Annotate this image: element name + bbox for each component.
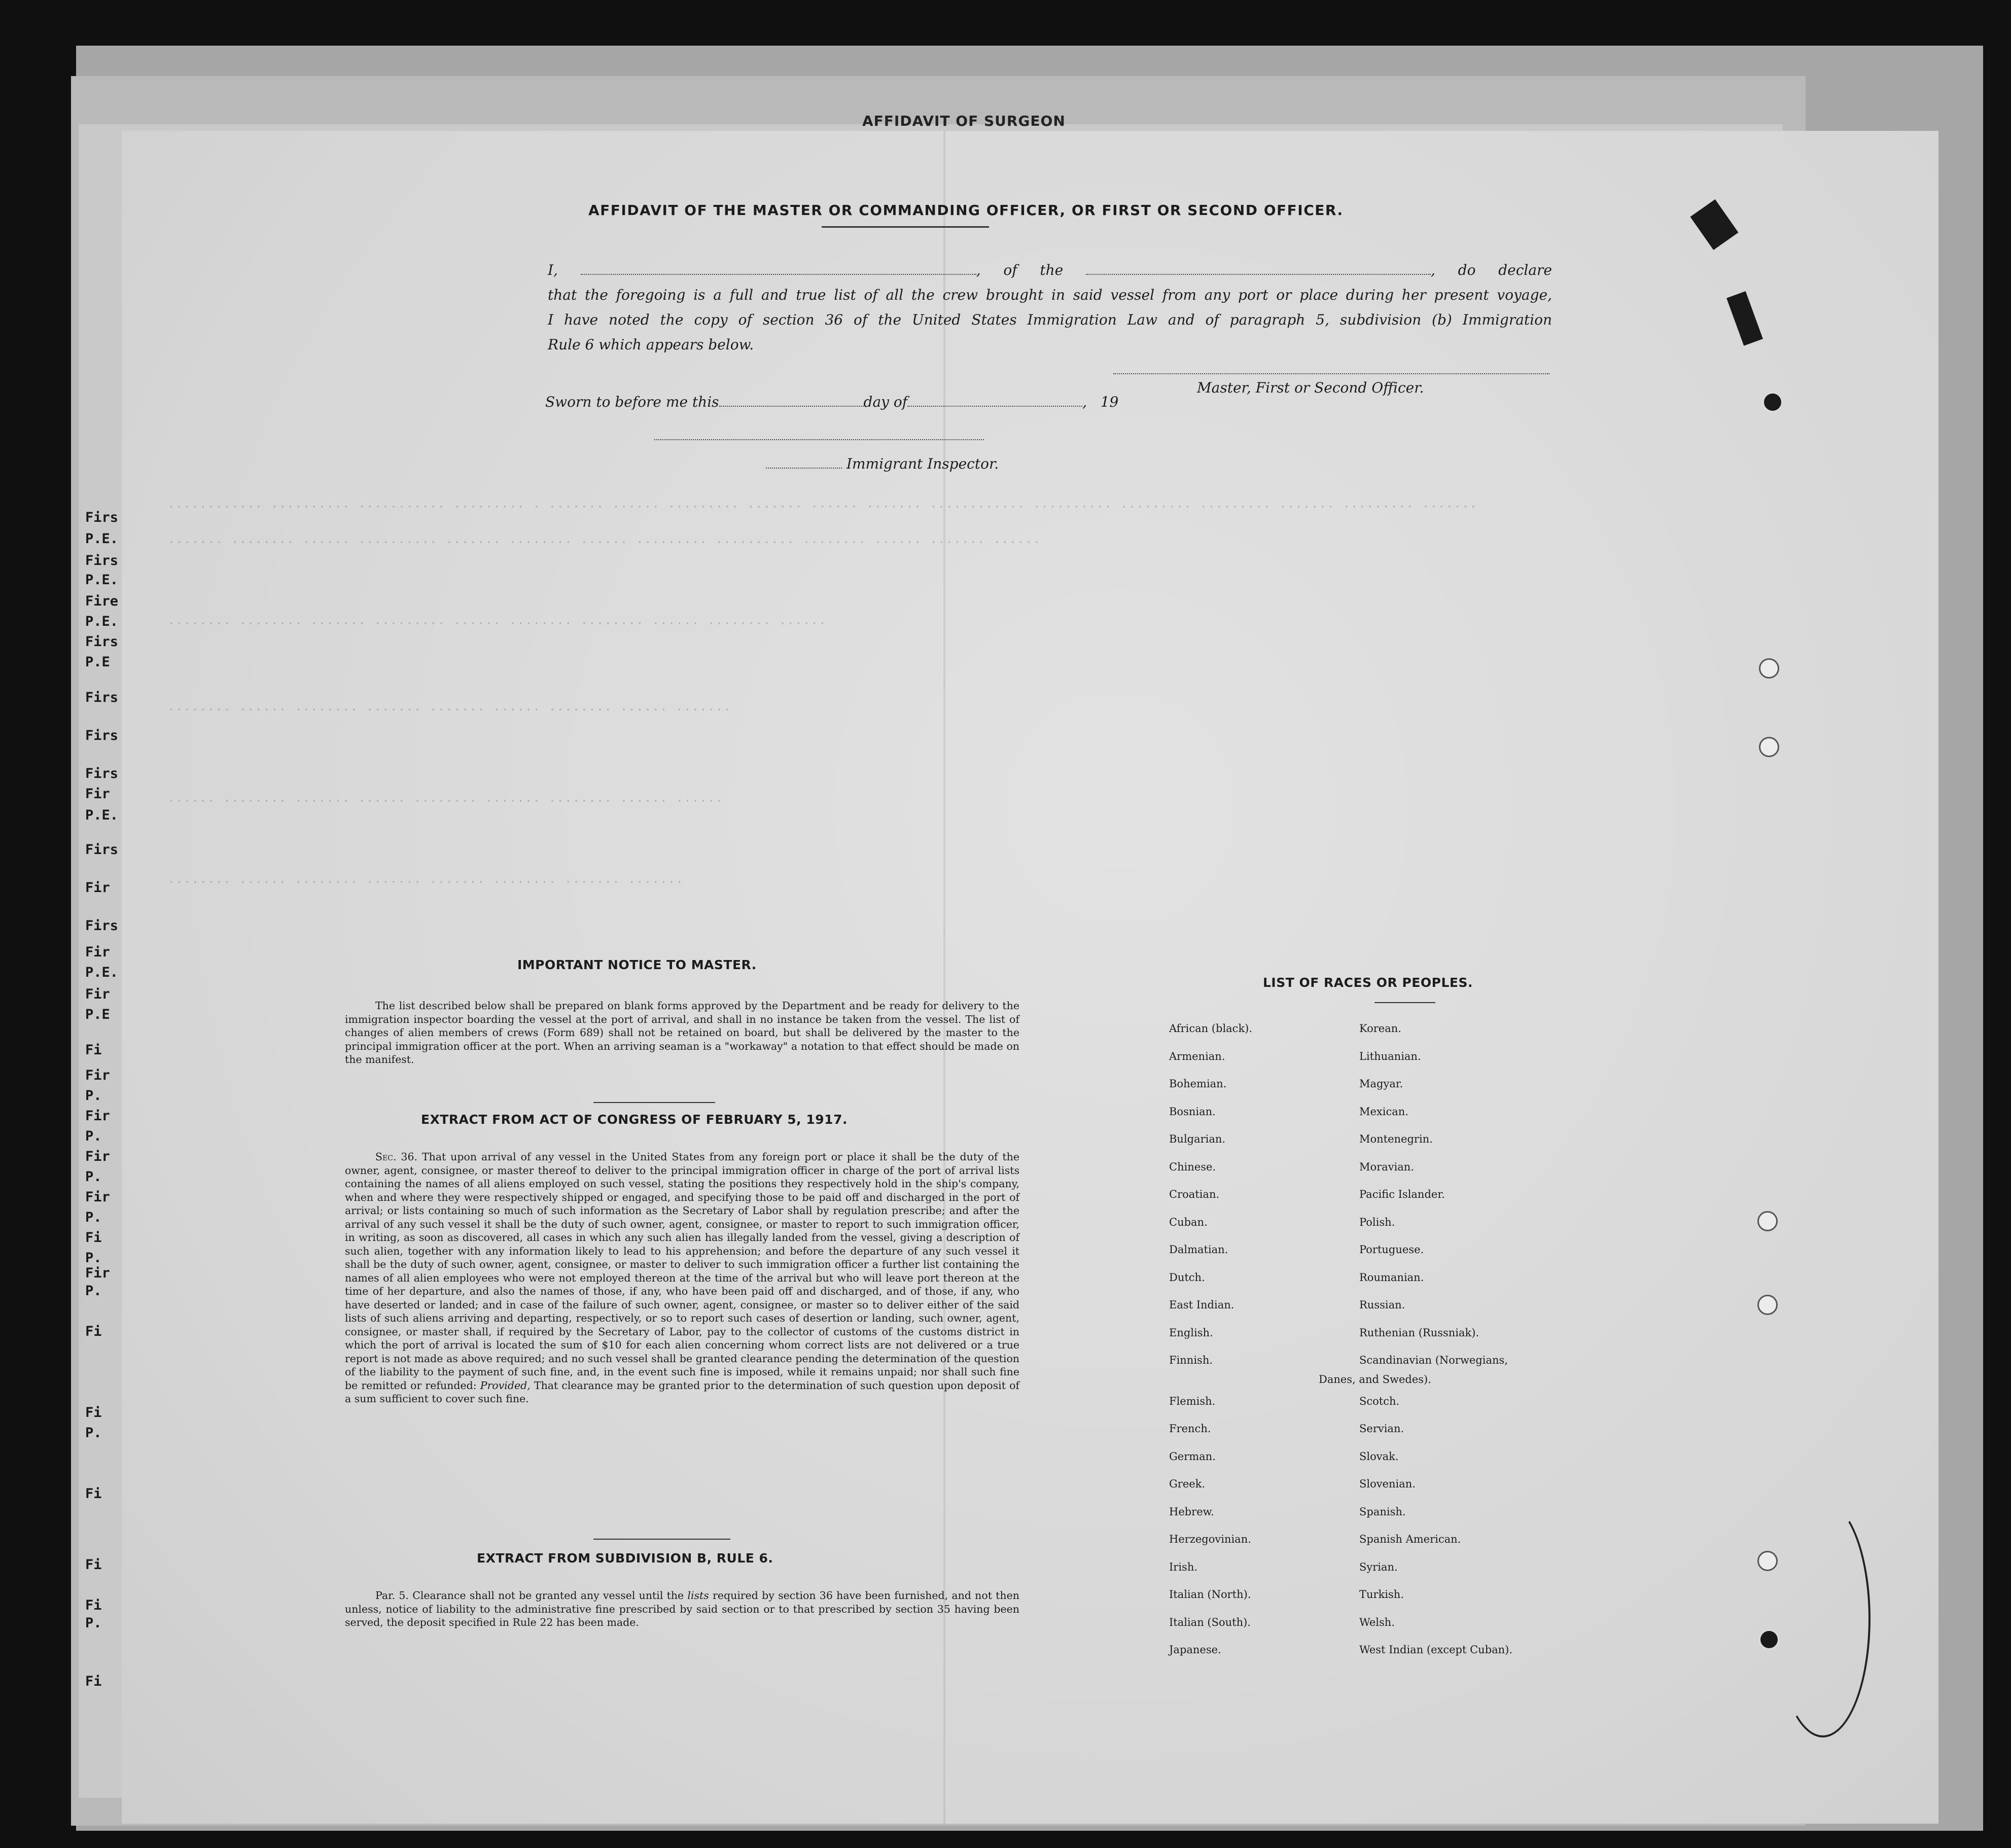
act-extract-text [345, 1150, 1019, 1406]
race-item: Polish. [1359, 1216, 1395, 1228]
race-item: Portuguese. [1359, 1243, 1424, 1256]
affidavit-page [122, 131, 1938, 1824]
underlying-row-label: P.E. [85, 572, 119, 588]
sworn-year: 19 [1100, 394, 1119, 410]
race-item: Cuban. [1169, 1216, 1208, 1228]
race-item: Montenegrin. [1359, 1133, 1433, 1145]
binder-hole [1759, 658, 1779, 679]
day-blank [719, 395, 864, 407]
race-item: Syrian. [1359, 1560, 1398, 1573]
underlying-row-label: Firs [85, 553, 119, 568]
rule-extract-title: EXTRACT FROM SUBDIVISION B, RULE 6. [477, 1551, 773, 1566]
race-item-continuation: Danes, and Swedes). [1319, 1373, 1431, 1385]
race-item: Herzegovinian. [1169, 1533, 1251, 1545]
underlying-row-label: Fi [85, 1230, 102, 1246]
race-item: Finnish. [1169, 1354, 1213, 1366]
notice-title: IMPORTANT NOTICE TO MASTER. [517, 957, 757, 972]
name-blank [581, 263, 976, 275]
race-item: Spanish. [1359, 1505, 1406, 1518]
underlying-row-label: Firs [85, 690, 119, 705]
race-item: Bohemian. [1169, 1078, 1227, 1090]
underlying-row-label: Firs [85, 766, 119, 781]
act-provided-text: That clearance may be granted prior to the determination of such question upon deposit of a sum sufficient to cover such fine. [345, 1379, 1019, 1405]
underlying-row-label: Fir [85, 786, 110, 802]
act-sec-label: Sec. 36. [375, 1151, 418, 1163]
race-item: Japanese. [1169, 1644, 1221, 1656]
underlying-row-label: P. [85, 1283, 102, 1299]
race-item: Slovenian. [1359, 1478, 1416, 1490]
underlying-row-label: P. [85, 1169, 102, 1185]
binder-hole [1757, 1295, 1778, 1315]
race-item: Bosnian. [1169, 1105, 1216, 1118]
race-item: Chinese. [1169, 1160, 1216, 1173]
declaration-line-3: I have noted the copy of section 36 of the United States Immigration Law and of paragraph 5, subdivision (b) Immigration [548, 311, 1552, 328]
underlying-row-label: Fir [85, 1265, 110, 1281]
race-item: Flemish. [1169, 1395, 1216, 1407]
race-item: Greek. [1169, 1478, 1206, 1490]
underlying-row-label: P. [85, 1425, 102, 1441]
race-item: Dalmatian. [1169, 1243, 1228, 1256]
underlying-row-label: P.E. [85, 531, 119, 547]
bleed-through-text: ...... ........ ....... ...... ........ ....... ........ ...... ...... [167, 790, 723, 805]
underlying-row-label: Firs [85, 634, 119, 650]
race-item: Lithuanian. [1359, 1050, 1421, 1062]
bleed-through-text: ........ ...... ........ ....... ....... ...... ........ ...... ....... [167, 699, 731, 714]
underlying-row-label: P.E. [85, 965, 119, 980]
declaration-declare: , do declare [1431, 262, 1553, 278]
declaration-i: I, [548, 262, 558, 278]
binder-hole [1759, 737, 1779, 757]
race-item: Ruthenian (Russniak). [1359, 1326, 1479, 1339]
race-item: Italian (North). [1169, 1588, 1251, 1601]
races-rule [1374, 1002, 1435, 1003]
races-title: LIST OF RACES OR PEOPLES. [1263, 975, 1473, 990]
underlying-document-title: AFFIDAVIT OF SURGEON [862, 113, 1066, 129]
underlying-row-label: Firs [85, 728, 119, 743]
master-signature-label: Master, First or Second Officer. [1197, 379, 1424, 396]
race-item: East Indian. [1169, 1299, 1234, 1311]
race-item: Magyar. [1359, 1078, 1403, 1090]
torn-tab-mark [1690, 199, 1738, 250]
rule-text-b: required by section 36 have been furnished, and not then unless, notice of liability to the administrative fine prescribed by said section or to that prescribed by section 35 having been served, the deposit specified in Rule 22 has been made. [345, 1589, 1019, 1628]
race-item: Moravian. [1359, 1160, 1415, 1173]
underlying-row-label: Fi [85, 1674, 102, 1689]
rule-extract-text [345, 1589, 1019, 1629]
underlying-row-label: Fir [85, 1068, 110, 1083]
race-item: Roumanian. [1359, 1271, 1424, 1284]
underlying-row-label: Fi [85, 1324, 102, 1339]
inspector-label: Immigrant Inspector. [846, 455, 999, 472]
binder-hole [1762, 392, 1783, 412]
underlying-row-label: P. [85, 1128, 102, 1144]
underlying-row-label: Fi [85, 1405, 102, 1420]
notice-paragraph: The list described below shall be prepared on blank forms approved by the Department and be ready for delivery to the immigration inspector boarding the vessel at the port of arrival, and shall in no instance be taken from the vessel. The list of changes of alien members of crews (Form 689) shall not be retained on board, but shall be delivered by the master to the principal immigration officer at the port. When an arriving seaman is a "workaway" a notation to that effect should be made on the manifest. [345, 1000, 1019, 1065]
race-item: Croatian. [1169, 1188, 1220, 1200]
race-item: French. [1169, 1423, 1211, 1435]
master-signature-line [1113, 373, 1549, 374]
torn-tab-mark [1726, 291, 1763, 346]
race-item: Dutch. [1169, 1271, 1205, 1284]
underlying-row-label: Fi [85, 1042, 102, 1058]
inspector-dots [766, 456, 842, 469]
race-item: Russian. [1359, 1299, 1405, 1311]
affidavit-title: AFFIDAVIT OF THE MASTER OR COMMANDING OFFICER, OR FIRST OR SECOND OFFICER. [588, 202, 1344, 219]
race-item: Armenian. [1169, 1050, 1225, 1062]
race-item: Mexican. [1359, 1105, 1408, 1118]
race-item: Hebrew. [1169, 1505, 1214, 1518]
rule-text-a: Clearance shall not be granted any vessel until the [412, 1589, 684, 1602]
notice-text [345, 999, 1019, 1067]
underlying-row-label: P.E [85, 654, 110, 670]
race-item: English. [1169, 1326, 1213, 1339]
bleed-through-text: ........ ........ ....... ......... ...... ........ ........ ...... ........ ...... [167, 613, 827, 628]
underlying-row-label: P. [85, 1250, 102, 1266]
underlying-row-label: Fire [85, 593, 119, 609]
underlying-row-label: P.E. [85, 614, 119, 629]
underlying-row-label: Fir [85, 880, 110, 896]
underlying-row-label: P.E [85, 1007, 110, 1022]
bleed-through-text: ............ .......... ........... ......... . ....... ...... ......... ....... ...... ....... ............ .......... ......... ......... ....... ......... ....... [167, 496, 1477, 511]
underlying-row-label: Firs [85, 918, 119, 934]
race-item: Spanish American. [1359, 1533, 1461, 1545]
declaration-text [548, 258, 1552, 357]
sworn-day-of: day of [863, 394, 908, 410]
sworn-line: Sworn to before me this day of , 19 [545, 394, 1119, 410]
race-item: Irish. [1169, 1560, 1198, 1573]
underlying-row-label: Fir [85, 1108, 110, 1124]
race-item: Korean. [1359, 1022, 1401, 1035]
underlying-row-label: P. [85, 1088, 102, 1104]
pencil-curve-mark [1775, 1500, 1871, 1737]
rule-paragraph [345, 1589, 1019, 1629]
rule-par-label: Par. 5. [375, 1589, 409, 1602]
declaration-line-4: Rule 6 which appears below. [548, 336, 754, 353]
race-item: Scandinavian (Norwegians, [1359, 1354, 1508, 1366]
section-rule [593, 1102, 715, 1103]
page-fold [943, 131, 945, 1824]
race-item: African (black). [1169, 1022, 1253, 1035]
act-body: That upon arrival of any vessel in the United States from any foreign port or place it shall be the duty of the owner, agent, consignee, or master thereof to deliver to the principal immigration officer in charge of the port of arrival lists containing the names of all aliens employed on such vessel, stating the positions they respectively hold in the ship's company, when and where they were respectively shipped or engaged, and specifying those to be paid off and discharged in the port of arrival; or lists containing so much of such information as the Secretary of Labor shall by regulation prescribe; and after the arrival of any such vessel it shall be the duty of such owner, agent, consignee, or master to report to such immigration officer, in writing, as soon as discovered, all cases in which any such alien has illegally landed from the vessel, giving a description of such alien, together with any information likely to lead to his apprehension; and before the departure of any such vessel it shall be the duty of such owner, agent, consignee, or master to deliver to such immigration officer a further list containing the names of all alien employees who were not employed thereon at the time of the arrival but who will leave port thereon at the time of her departure, and also the names of those, if any, who have been paid off and discharged, and of those, if any, who have deserted or landed; and in case of the failure of such owner, agent, consignee, or master so to deliver either of the said lists of such aliens arriving and departing, respectively, or so to report such cases of desertion or landing, such owner, agent, consignee, or master shall, if required by the Secretary of Labor, pay to the collector of customs of the customs district in which the port of arrival is located the sum of $10 for each alien concerning whom correct lists are not delivered or a true report is not made as above required; and no such vessel shall be granted clearance pending the determination of the question of the liability to the payment of such fine, and, in the event such fine is imposed, while it remains unpaid; nor shall such fine be remitted or refunded: [345, 1151, 1019, 1392]
sworn-prefix: Sworn to before me this [545, 394, 719, 410]
race-item: Pacific Islander. [1359, 1188, 1445, 1200]
underlying-row-label: Fir [85, 986, 110, 1002]
underlying-row-label: P. [85, 1210, 102, 1225]
underlying-row-label: Fir [85, 1189, 110, 1205]
race-item: Italian (South). [1169, 1616, 1251, 1628]
section-rule [593, 1539, 730, 1540]
underlying-row-label: P. [85, 1615, 102, 1631]
binder-hole [1757, 1551, 1778, 1571]
rule-text-lists: lists [687, 1589, 709, 1602]
bleed-through-text: ....... ........ ...... .......... ....... ........ ...... ......... .......... ........ ...... ....... ...... [167, 531, 1041, 547]
race-item: German. [1169, 1450, 1216, 1463]
declaration-of-the: , of the [976, 262, 1064, 278]
race-item: Scotch. [1359, 1395, 1400, 1407]
race-item: West Indian (except Cuban). [1359, 1644, 1513, 1656]
declaration-line-2: that the foregoing is a full and true list of all the crew brought in said vessel from any port or place during her present voyage, [548, 287, 1552, 303]
bleed-through-text: ........ ...... ........ ....... ....... ........ ....... ....... [167, 871, 684, 886]
act-extract-title: EXTRACT FROM ACT OF CONGRESS OF FEBRUARY 5, 1917. [421, 1112, 848, 1127]
underlying-row-label: Fir [85, 1149, 110, 1164]
vessel-blank [1086, 263, 1431, 275]
race-item: Turkish. [1359, 1588, 1404, 1601]
inspector-line [766, 455, 999, 472]
act-paragraph [345, 1150, 1019, 1406]
underlying-row-label: P.E. [85, 807, 119, 823]
race-item: Slovak. [1359, 1450, 1399, 1463]
race-item: Servian. [1359, 1423, 1404, 1435]
underlying-row-label: Firs [85, 842, 119, 858]
month-blank [907, 395, 1082, 407]
underlying-row-label: Fi [85, 1597, 102, 1613]
race-item: Welsh. [1359, 1616, 1395, 1628]
act-provided-label: Provided, [480, 1379, 531, 1392]
race-item: Bulgarian. [1169, 1133, 1226, 1145]
underlying-row-label: Fir [85, 944, 110, 960]
underlying-row-label: Firs [85, 510, 119, 525]
underlying-row-label: Fi [85, 1486, 102, 1502]
title-underline [822, 226, 989, 228]
binder-hole [1757, 1211, 1778, 1231]
inspector-signature-line [654, 439, 984, 440]
underlying-row-label: Fi [85, 1557, 102, 1573]
